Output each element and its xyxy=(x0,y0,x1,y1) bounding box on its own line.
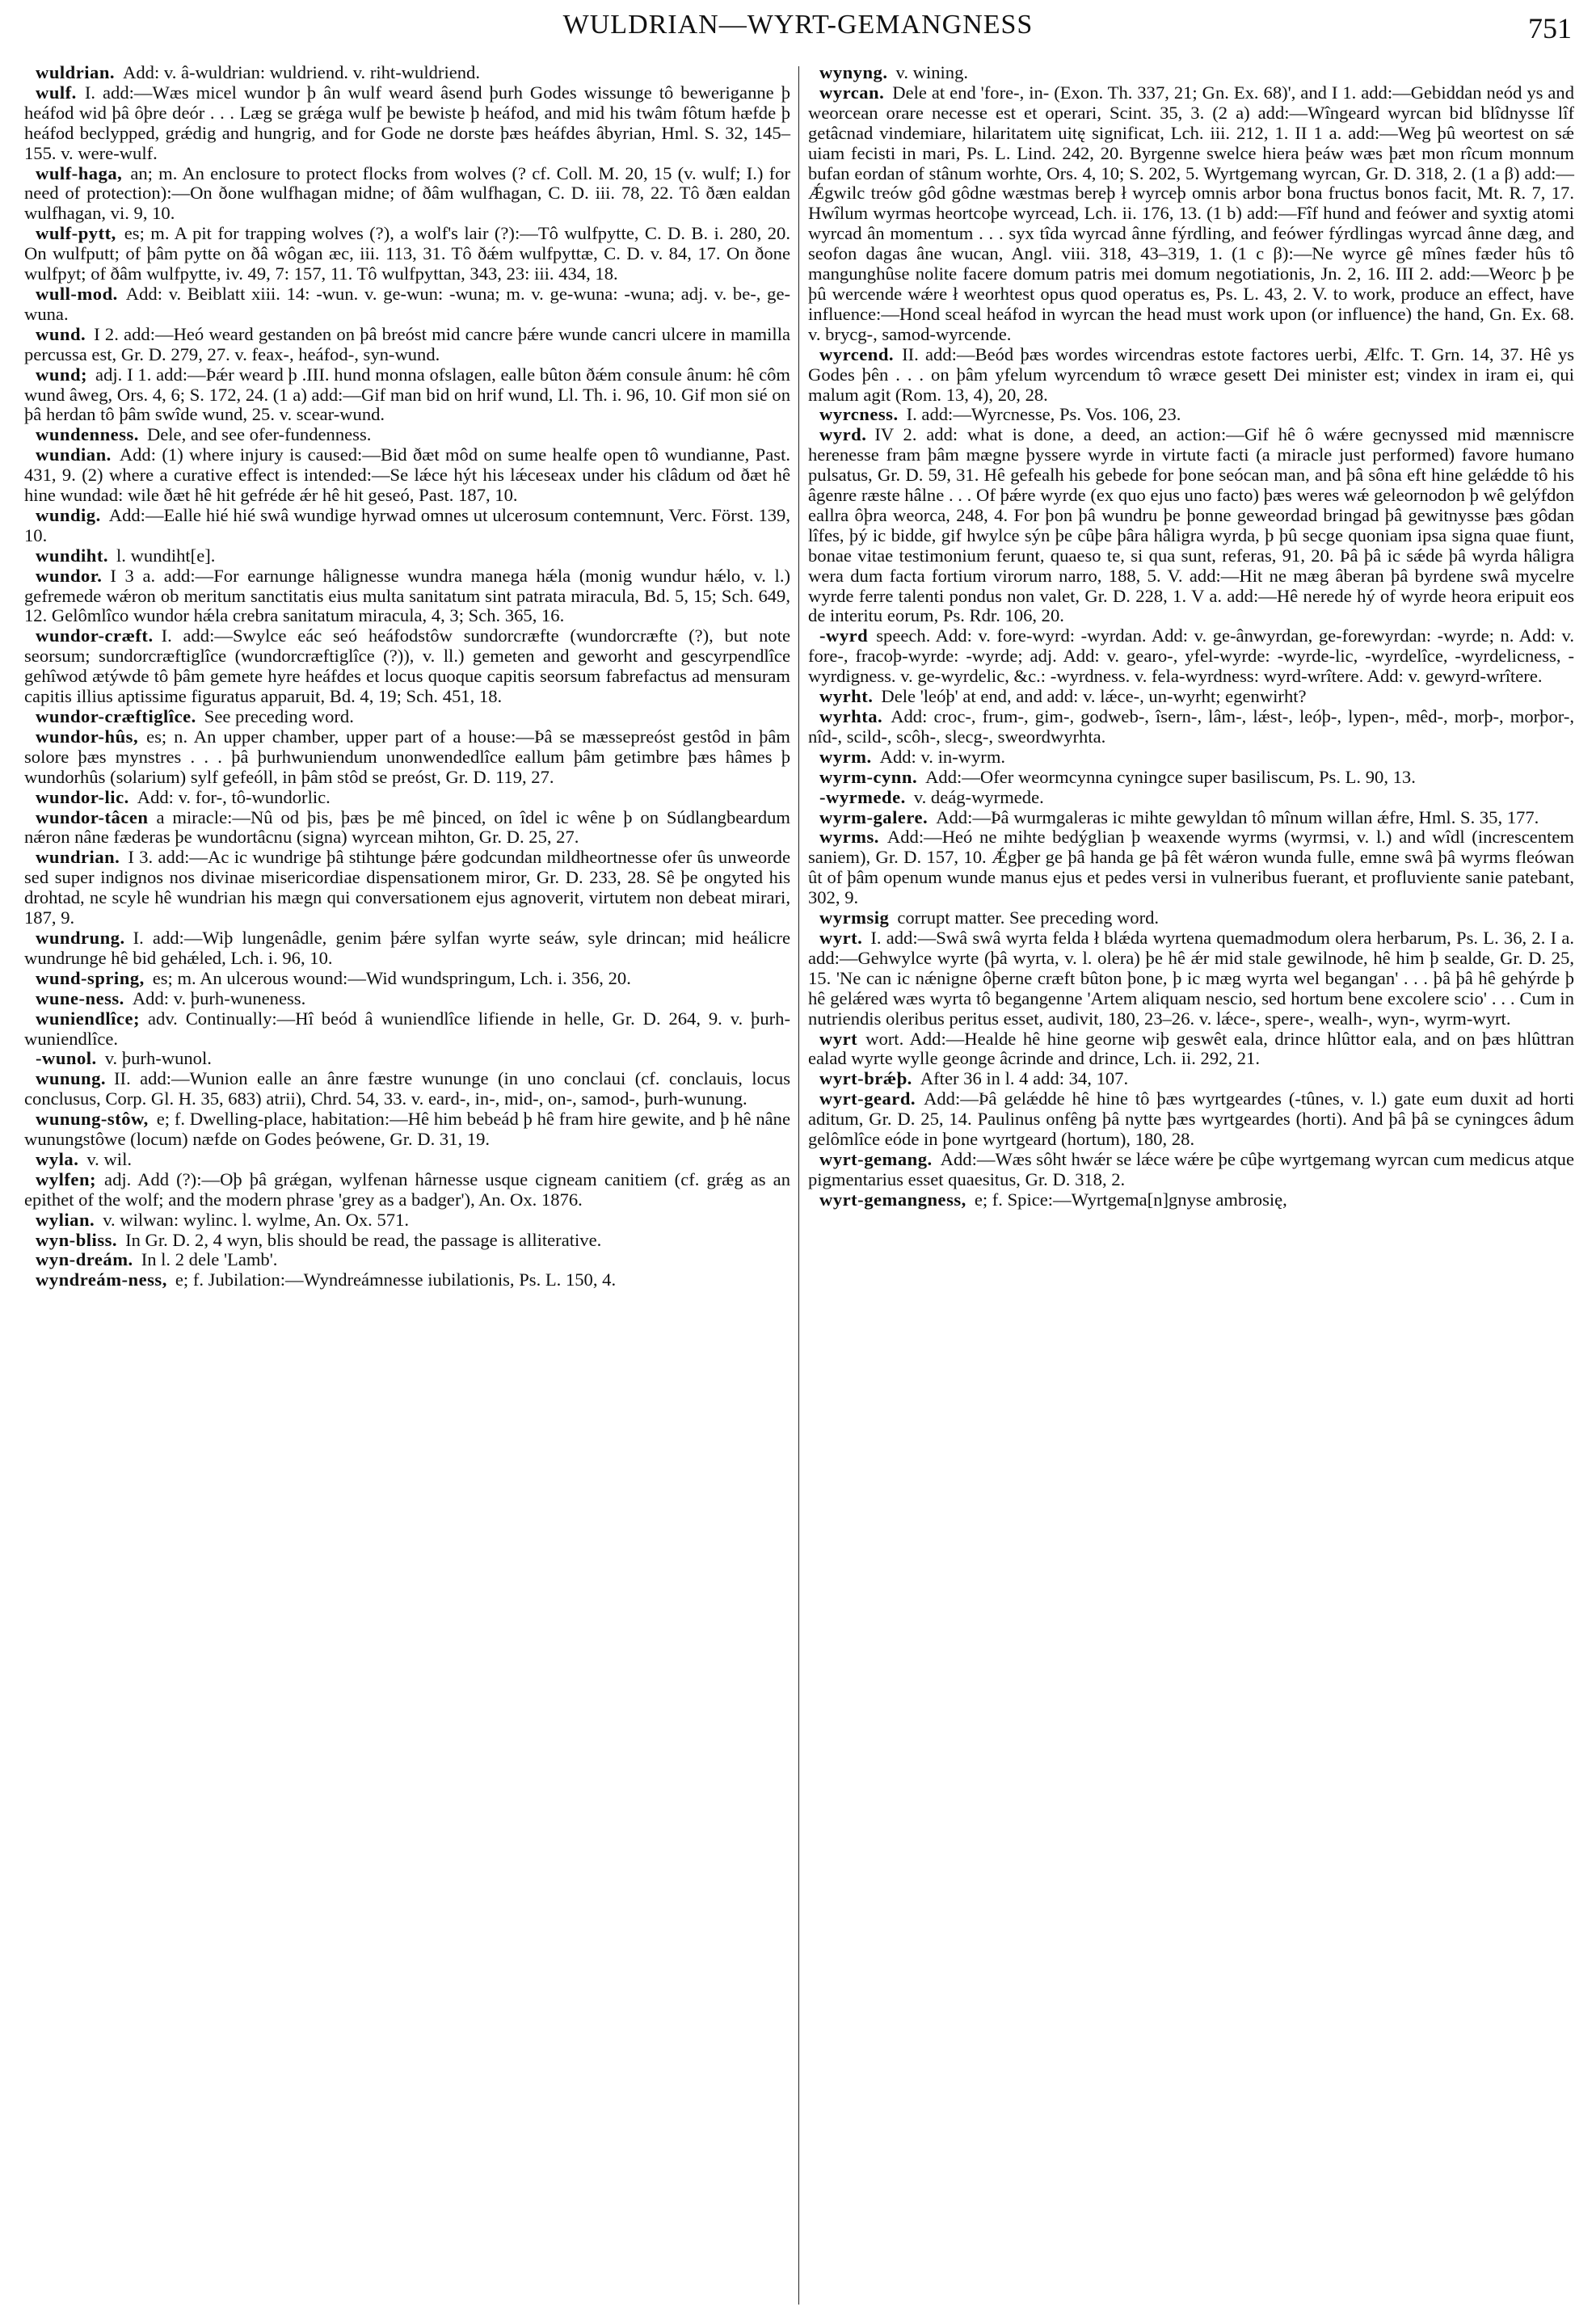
entry-text: v. deág-wyrmede. xyxy=(913,786,1044,807)
dictionary-entry xyxy=(808,747,1574,768)
dictionary-entry xyxy=(808,908,1574,928)
dictionary-entry xyxy=(24,969,790,989)
headword: wyrt-geard. xyxy=(819,1088,916,1109)
entry-text: v. þurh-wunol. xyxy=(104,1048,212,1069)
running-title: WULDRIAN—WYRT-GEMANGNESS xyxy=(562,10,1034,40)
headword: wundor-tâcen xyxy=(36,806,149,827)
dictionary-entry xyxy=(24,727,790,788)
headword: wyrm-galere. xyxy=(819,806,929,827)
entry-text: es; m. An ulcerous wound:—Wid wundspringum, Lch. i. 356, 20. xyxy=(152,967,631,988)
dictionary-entry xyxy=(808,768,1574,788)
entry-text: Dele 'leóþ' at end, and add: v. lǽce-, un-wyrht; egenwirht? xyxy=(881,686,1307,707)
headword: wyrt-gemang. xyxy=(819,1148,933,1169)
dictionary-entry xyxy=(808,345,1574,406)
entry-text: Add: v. in-wyrm. xyxy=(879,746,1006,767)
dictionary-entry xyxy=(24,425,790,445)
headword: wundig. xyxy=(36,504,101,525)
headword: wulf-pytt, xyxy=(36,223,116,244)
headword: wundian. xyxy=(36,444,112,465)
entry-text: es; m. A pit for trapping wolves (?), a wolf's lair (?):—Tô wulfpytte, C. D. B. i. 280, 20. On wulfputt; of þâm pytte on ðâ wôgan æc, iii. 113, 31. Tô ðǽm wulfpyttæ, C. D. v. 84, 17. On ðone wulfpyt; of ðâm wulfpytte, iv. 49, 7: 157, 11. Tô wulfpyttan, 343, 23: iii. 434, 18. xyxy=(24,223,790,284)
entry-text: speech. Add: v. fore-wyrd: -wyrdan. Add: v. ge-ânwyrdan, ge-forewyrdan: -wyrde; n. Add: v. fore-, fracoþ-wyrde: -wyrde; adj. Add: v. gearo-, yfel-wyrde: -wyrde-lic, -wyrdelîce, -wyrdelicness, -wyrdigness. v. ge-wyrdelic, &c.: -wyrdness. v. fela-wyrdness: wyrd-wrîtere. Add: v. gewyrd-wrîtere. xyxy=(808,625,1574,687)
entry-text: Add:—Þâ wurmgaleras ic mihte gewyldan tô mînum willan ǽfre, Hml. S. 35, 177. xyxy=(936,806,1539,827)
dictionary-entry xyxy=(24,1150,790,1170)
entry-text: Add:—Þâ gelǽdde hê hine tô þæs wyrtgeardes (-tûnes, v. l.) gate eum duxit ad horti aditum, Gr. D. 25, 14. Paulinus onfêng þâ nytte þæs wyrtgeardes (horti). And þâ þâ se cyningces âdum gelômlîce eóde in þone wyrtgeard (hortum), 180, 28. xyxy=(808,1088,1574,1150)
entry-text: Add:—Heó ne mihte bedýglian þ weaxende wyrms (wyrmsi, v. l.) and wîdl (increscentem saniem), Gr. D. 157, 10. Ǽgþer ge þâ handa ge þâ fêt wǽron wunda fulle, emne swâ þâ wyrms fleówan ût of þâm openum wunde manus ejus et pedes versi in vulneribus fuerant, et profluviente sanie patebant, 302, 9. xyxy=(808,827,1574,908)
entry-text: e; f. Spice:—Wyrtgema[n]gnyse ambrosię, xyxy=(974,1189,1287,1210)
entry-text: Add:—Ealle hié hié swâ wundige hyrwad omnes ut ulcerosum contemnunt, Verc. Först. 139, 10. xyxy=(24,504,790,545)
headword: wyrht. xyxy=(819,686,874,707)
headword: wundrung. xyxy=(36,927,125,948)
right-column xyxy=(808,63,1574,1210)
headword: wundenness. xyxy=(36,424,139,445)
entry-text: Add: croc-, frum-, gim-, godweb-, îsern-, lâm-, lǽst-, leóþ-, lypen-, mêd-, morþ-, morþor-, nîd-, scild-, scôh-, slecg-, sweordwyrhta. xyxy=(808,706,1574,747)
headword: wund. xyxy=(36,323,86,344)
headword: wyndreám-ness, xyxy=(36,1269,167,1290)
dictionary-entry xyxy=(24,707,790,727)
left-column xyxy=(24,63,790,1290)
entry-text: Add:—Wæs sôht hwǽr se lǽce wǽre þe cûþe wyrtgemang wyrcan cum medicus atque pigmentarius esset quaesitus, Gr. D. 318, 2. xyxy=(808,1148,1574,1189)
entry-text: In Gr. D. 2, 4 wyn, blis should be read, the passage is alliterative. xyxy=(125,1229,602,1250)
headword: wyrt xyxy=(819,1028,858,1049)
headword: wulf. xyxy=(36,82,77,103)
headword: wyn-dreám. xyxy=(36,1249,133,1270)
entry-text: es; n. An upper chamber, upper part of a house:—Þâ se mæssepreóst gestôd in þâm solore þæs mynstres . . . þâ þurhwuniendum unonwendedlîce eallum þâm getimbre þæs hâmes þ wundorhûs (solarium) sylf gefeóll, in þâm stôd se preóst, Gr. D. 119, 27. xyxy=(24,726,790,787)
headword: wunung-stôw, xyxy=(36,1109,149,1130)
headword: wundor. xyxy=(36,565,103,586)
headword: wundiht. xyxy=(36,545,109,566)
headword: wylian. xyxy=(36,1209,95,1230)
headword: wyrcness. xyxy=(819,404,899,425)
dictionary-entry xyxy=(24,1009,790,1050)
entry-text: Add:—Ofer weormcynna cyningce super basiliscum, Ps. L. 90, 13. xyxy=(925,766,1416,787)
dictionary-entry xyxy=(24,1250,790,1270)
dictionary-entry xyxy=(24,325,790,365)
dictionary-entry xyxy=(24,1109,790,1150)
dictionary-entry xyxy=(24,83,790,164)
headword: wyrcan. xyxy=(819,82,885,103)
entry-text: l. wundiht[e]. xyxy=(116,545,216,566)
dictionary-entry xyxy=(808,1029,1574,1070)
entry-text: e; f. Dwelling-place, habitation:—Hê him bebeád þ hê fram hire gewite, and þ hê nâne wunungstôwe (locum) næfde on Godes þeówene, Gr. D. 31, 19. xyxy=(24,1109,790,1150)
dictionary-entry xyxy=(808,1190,1574,1210)
entry-text: I. add:—Wæs micel wundor þ ân wulf weard âsend þurh Godes wissunge tô beweriganne þ heáfod wid þâ ôþre deór . . . Læg se grǽga wulf þe bewiste þ heáfod, and mid his twâm fôtum hæfde þ heáfod beclypped, grǽdig and hungrig, and for Gode ne dorste þæs heáfdes âbyrian, Hml. S. 32, 145–155. v. were-wulf. xyxy=(24,82,790,163)
dictionary-entry xyxy=(24,284,790,325)
entry-text: See preceding word. xyxy=(204,706,354,726)
headword: wundrian. xyxy=(36,847,120,868)
dictionary-entry xyxy=(24,63,790,83)
entry-text: v. wilwan: wylinc. l. wylme, An. Ox. 571. xyxy=(103,1209,410,1230)
entry-text: Add: (1) where injury is caused:—Bid ðæt môd on sume healfe open tô wundianne, Past. 431, 9. (2) where a curative effect is intended:—Se lǽce hýt his lǽceseax under his clâdum od ðæt hê hine wundad: wile ðæt hê hit gefréde ǽr hê hit geseó, Past. 187, 10. xyxy=(24,444,790,506)
entry-text: a miracle:—Nû od þis, þæs þe mê þinced, on îdel ic wêne þ on Súdlangbeardum nǽron nâne fæderas þe wundortâcnu (signa) wyrcean mihton, Gr. D. 25, 27. xyxy=(24,806,790,848)
headword: wyrmsig xyxy=(819,907,890,928)
dictionary-entry xyxy=(808,827,1574,908)
column-divider xyxy=(798,66,799,2305)
dictionary-entry xyxy=(808,928,1574,1029)
dictionary-entry xyxy=(24,224,790,284)
entry-text: adj. I 1. add:—Þǽr weard þ .III. hund monna ofslagen, ealle bûton ðǽm consule ânum: hê côm wund âweg, Ors. 4, 6; S. 172, 24. (1 a) add:—Gif man bid on hrif wund, Ll. Th. i. 96, 10. Gif mon sié on þâ herdan tô þâm swîde wund, 25. v. scear-wund. xyxy=(24,364,790,425)
dictionary-entry xyxy=(24,1210,790,1231)
dictionary-entry xyxy=(24,546,790,566)
headword: wund; xyxy=(36,364,88,385)
headword: wyrm. xyxy=(819,746,872,767)
headword: -wunol. xyxy=(36,1048,97,1069)
headword: wunung. xyxy=(36,1068,107,1089)
headword: wyrms. xyxy=(819,827,879,848)
entry-text: I 3 a. add:—For earnunge hâlignesse wundra manega hǽla (monig wundur hǽlo, v. l.) gefremede wǽron ob meritum sanctitatis eius multa sanitatum sint patrata miracula, Bd. 5, 15; Sch. 649, 12. Gelômlîco wundor hǽla crebra sanitatum miracula, 4, 3; Sch. 365, 16. xyxy=(24,565,790,626)
page-number: 751 xyxy=(1528,12,1572,44)
dictionary-entry xyxy=(24,808,790,848)
dictionary-entry xyxy=(24,1270,790,1290)
dictionary-entry xyxy=(808,425,1574,626)
dictionary-entry xyxy=(24,989,790,1009)
dictionary-entry xyxy=(808,687,1574,707)
dictionary-entry xyxy=(24,928,790,969)
dictionary-entry xyxy=(24,1170,790,1210)
dictionary-entry xyxy=(808,1089,1574,1150)
entry-text: adj. Add (?):—Oþ þâ grǽgan, wylfenan hârnesse usque cigneam canitiem (cf. grǽg as an epithet of the wolf; and the modern phrase 'grey as a badger'), An. Ox. 1876. xyxy=(24,1168,790,1210)
dictionary-entry xyxy=(24,1231,790,1251)
dictionary-entry xyxy=(24,626,790,707)
dictionary-entry xyxy=(808,626,1574,687)
headword: -wyrmede. xyxy=(819,786,906,807)
entry-text: an; m. An enclosure to protect flocks from wolves (? cf. Coll. M. 20, 15 (v. wulf; I.) for need of protection):—On ðone wulfhagan midne; of ðâm wulfhagan, C. D. iii. 78, 22. Tô ðæn ealdan wulfhagan, vi. 9, 10. xyxy=(24,162,790,224)
entry-text: Dele at end 'fore-, in- (Exon. Th. 337, 21; Gn. Ex. 68)', and I 1. add:—Gebiddan neód ys and weorcean orare necesse est et operari, Scint. 35, 3. (2 a) add:—Wîngeard wyrcan bid blîdnysse lîf getâcnad vindemiare, hilaritatem uitę significat, Lch. iii. 212, 1. II 1 a. add:—Weg þû weortest on sǽ uiam fecisti in mari, Ps. L. Lind. 242, 20. Byrgenne swelce hiera þeáw wæs þæt mon rîcum monnum bufan eordan of stânum worhte, Ors. 4, 10; S. 202, 5. Wyrtgemang wyrcan, Gr. D. 318, 2. (1 a β) add:—Ǽgwilc treów gôd gôdne wæstmas bereþ ł wyrceþ omnis arbor bona fructus bonos facit, Mt. R. 7, 17. Hwîlum wyrmas heortcoþe wyrcead, Lch. ii. 176, 13. (1 b) add:—Fîf hund and feówer and syxtig atomi wyrcad ân momentum . . . syx tîda wyrcad ânne fýrdling, and feówer fýrdlingas wyrcad ânne dæg, and seofon dagas âne wucan, Angl. viii. 318, 43–319, 1. (1 c β):—Ne wyrce gê mînes fæder hûs tô mangunghûse nolite facere domum patris mei domum negotiationis, Jn. 2, 16. III 2. add:—Weorc þ þe þû wercende wǽre ł weorhtest opus quod operatus es, Ps. L. 43, 2. V. to work, produce an effect, have influence:—Hond sceal heáfod in wyrcan the head must work upon (or influence) the hand, Gn. Ex. 68. v. brycg-, samod-wyrcende. xyxy=(808,82,1574,344)
headword: wune-ness. xyxy=(36,987,124,1008)
headword: wynyng. xyxy=(819,62,888,82)
entry-text: II. add:—Beód þæs wordes wircendras estote factores uerbi, Ælfc. T. Grn. 14, 37. Hê ys Godes þên . . . on þâm yfelum wyrcendum tô wræce gesett Dei minister est; vindex in iram ei, qui malum agit (Rom. 13, 4), 20, 28. xyxy=(808,343,1574,405)
entry-text: After 36 in l. 4 add: 34, 107. xyxy=(920,1068,1129,1089)
dictionary-entry xyxy=(24,566,790,627)
dictionary-entry xyxy=(808,1150,1574,1190)
entry-text: In l. 2 dele 'Lamb'. xyxy=(141,1249,278,1270)
dictionary-entry xyxy=(24,1049,790,1069)
dictionary-entry xyxy=(808,405,1574,425)
entry-text: Add: v. Beiblatt xiii. 14: -wun. v. ge-wun: -wuna; m. v. ge-wuna: -wuna; adj. v. be-, ge-wuna. xyxy=(24,283,790,324)
dictionary-entry xyxy=(808,808,1574,828)
dictionary-entry xyxy=(24,164,790,225)
dictionary-entry xyxy=(24,848,790,928)
headword: wyrhta. xyxy=(819,706,883,726)
headword: wyrm-cynn. xyxy=(819,766,918,787)
headword: -wyrd xyxy=(819,625,869,646)
headword: wuldrian. xyxy=(36,62,116,82)
dictionary-entry xyxy=(24,365,790,426)
headword: wundor-cræft. xyxy=(36,625,154,646)
entry-text: I. add:—Wiþ lungenâdle, genim þǽre sylfan wyrte seáw, syle drincan; mid heálicre wundrunge hê bid gehǽled, Lch. i. 96, 10. xyxy=(24,927,790,968)
entry-text: Add: v. þurh-wuneness. xyxy=(132,987,306,1008)
entry-text: I 3. add:—Ac ic wundrige þâ stihtunge þǽre godcundan mildheortnesse ofer ûs unweorde sed super indignos nos divinae misericordiae dispensationem miror, Gr. D. 233, 28. Sê þe ongyted his drohtad, ne scyle hê wundrian his mægn qui conversationem ejus agnoverit, virtutem non debeat mirari, 187, 9. xyxy=(24,847,790,928)
entry-text: wort. Add:—Healde hê hine georne wiþ geswêt eala, drince hlûttor eala, and on þæs hlûttran ealad wyrte wylle geonge âcrinde and drince, Lch. ii. 292, 21. xyxy=(808,1028,1574,1069)
headword: wuniendlîce; xyxy=(36,1008,141,1029)
entry-text: adv. Continually:—Hî beód â wuniendlîce lifiende in helle, Gr. D. 264, 9. v. þurh-wuniendlîce. xyxy=(24,1008,790,1049)
entry-text: e; f. Jubilation:—Wyndreámnesse iubilationis, Ps. L. 150, 4. xyxy=(175,1269,617,1290)
dictionary-entry xyxy=(24,445,790,506)
dictionary-entry xyxy=(808,707,1574,747)
entry-text: v. wil. xyxy=(86,1148,132,1169)
headword: wull-mod. xyxy=(36,283,118,304)
entry-text: corrupt matter. See preceding word. xyxy=(897,907,1160,928)
entry-text: IV 2. add: what is done, a deed, an action:—Gif hê ô wǽre gecnyssed mid mænniscre herenesse fram þâm mægne þyssere wyrde in virtute facti (a miracle just performed) favore humano pulsatus, Gr. D. 59, 31. Hê gefealh his gebede for þone seócan man, and þâ sôna eft hine gelǽdde tô his âgenre ræste hâlne . . . Of þǽre wyrde (ex quo ejus uno facto) þæs weres wǽ geleornodon þ wê gelýfdon eallra ôþra weorca, 248, 4. For þon þâ wundru þe þonne geweordad bringad þâ gewitnysse þæs gôdan lîfes, þý ic bidde, gif hwylce sýn þe cûþe þâra hâligra wyrda, þ þû secge quoniam ipsa signa quae fiunt, bonae vitae testimonium ferunt, quaeso te, si qua sunt, referas, 91, 20. Þâ þâ ic sǽde þâ wyrda hâligra wera dum facta fortium virorum narro, 188, 5. V. add:—Hit ne mæg âberan þâ byrdene swâ mycelre wyrde ferre talenti pondus non valet, Gr. D. 228, 1. V a. add:—Hê nerede hý of wyrde heora eripuit eos de interitu eorum, Ps. Rdr. 106, 20. xyxy=(808,424,1574,626)
headword: wulf-haga, xyxy=(36,162,123,183)
headword: wund-spring, xyxy=(36,967,145,988)
dictionary-entry xyxy=(24,506,790,546)
entry-text: I. add:—Swâ swâ wyrta felda ł blǽda wyrtena quemadmodum olera herbarum, Ps. L. 36, 2. I a. add:—Gehwylce wyrte (þâ wyrta, v. l. olera) þe hê ǽr mid stale gewilnode, hê him þ sealde, Gr. D. 25, 15. 'Ne can ic nǽnigne ôþerne cræft bûton þone, þ ic mæg wyrta wel begangan' . . . þâ þâ hê gehýrde þ hê gelǽred wæs wyrta tô begangenne 'Artem aliquam nescio, sed hortum bene excolere scio' . . . Cum in nutriendis oleribus peritus esset, audivit, 180, 23–26. v. lǽce-, spere-, wealh-, wyn-, wyrm-wyrt. xyxy=(808,927,1574,1029)
headword: wyn-bliss. xyxy=(36,1229,118,1250)
headword: wundor-hûs, xyxy=(36,726,139,747)
entry-text: I. add:—Swylce eác seó heáfodstôw sundorcræfte (wundorcræfte (?), but note seorsum; sundorcræftiglîce (wundorcræftiglîce (?)), v. ll.) gemeten and geworht and gescyrpendlîce gehîwod ætýwde tô þâm gemete hyre heáfdes et locus quoque capitis seorsum fabrefactus ad mensuram capitis illius aptissime figuratus apparuit, Bd. 4, 19; Sch. 451, 18. xyxy=(24,625,790,707)
dictionary-entry xyxy=(808,83,1574,345)
headword: wyrd. xyxy=(819,424,867,445)
entry-text: I 2. add:—Heó weard gestanden on þâ breóst mid cancre þǽre wunde cancri ulcere in mamilla percussa est, Gr. D. 279, 27. v. feax-, heáfod-, syn-wund. xyxy=(24,323,790,364)
entry-text: Dele, and see ofer-fundenness. xyxy=(146,424,372,445)
dictionary-entry xyxy=(24,1069,790,1109)
headword: wylfen; xyxy=(36,1168,97,1189)
headword: wyrt. xyxy=(819,927,863,948)
dictionary-entry xyxy=(24,788,790,808)
dictionary-entry xyxy=(808,788,1574,808)
page-header xyxy=(0,5,1596,53)
headword: wyrcend. xyxy=(819,343,895,364)
entry-text: I. add:—Wyrcnesse, Ps. Vos. 106, 23. xyxy=(906,404,1181,425)
headword: wyla. xyxy=(36,1148,79,1169)
headword: wundor-cræftiglîce. xyxy=(36,706,196,726)
dictionary-entry xyxy=(808,63,1574,83)
entry-text: v. wining. xyxy=(895,62,969,82)
headword: wundor-lic. xyxy=(36,786,129,807)
entry-text: Add: v. â-wuldrian: wuldriend. v. riht-wuldriend. xyxy=(123,62,480,82)
entry-text: II. add:—Wunion ealle an ânre fæstre wununge (in uno conclaui (cf. conclauis, locus conclusus, Corp. Gl. H. 35, 683) atrii), Chrd. 54, 33. v. eard-, in-, mid-, on-, samod-, þurh-wunung. xyxy=(24,1068,790,1109)
headword: wyrt-brǽþ. xyxy=(819,1068,912,1089)
dictionary-entry xyxy=(808,1069,1574,1089)
entry-text: Add: v. for-, tô-wundorlic. xyxy=(137,786,331,807)
headword: wyrt-gemangness, xyxy=(819,1189,966,1210)
